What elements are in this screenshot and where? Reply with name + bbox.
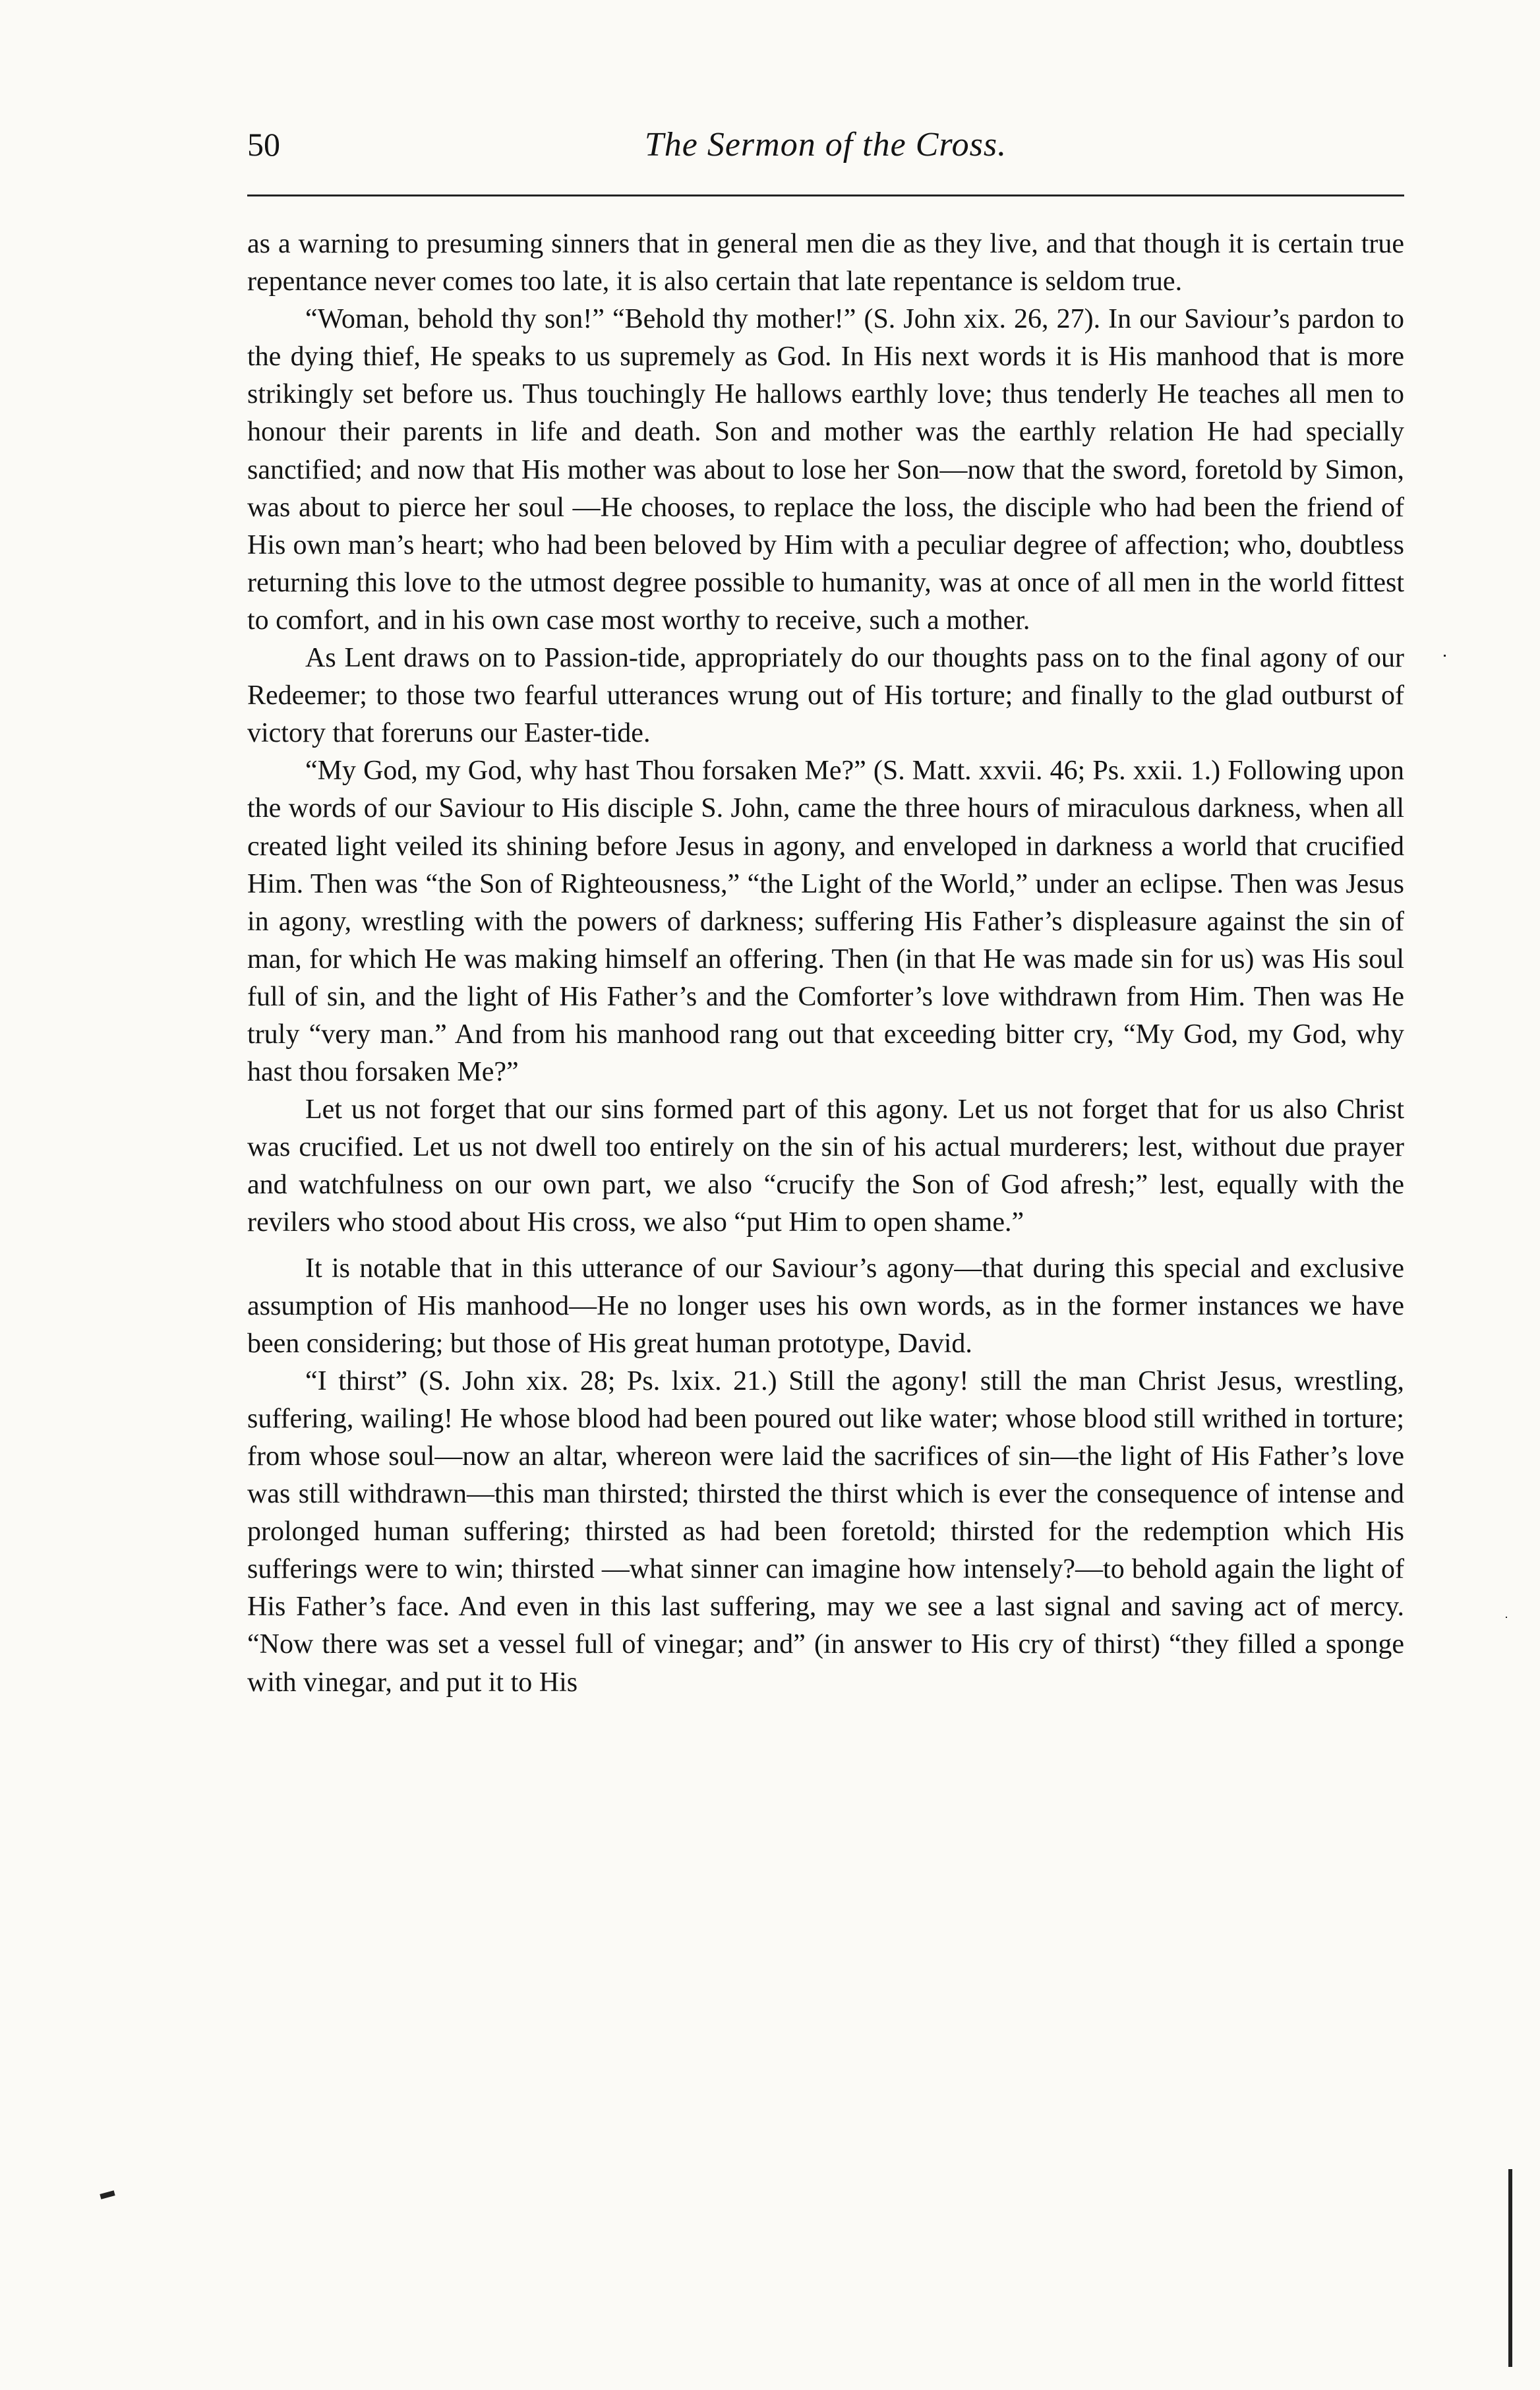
paragraph: “Woman, behold thy son!” “Behold thy mother!” (S. John xix. 26, 27). In our Saviour’s pardon to the dying thief, He speaks to us supremely as God. In His next words it is His manhood that is more strikingly set before us. Thus touchingly He hallows earthly love; thus tenderly He teaches all men to honour their parents in life and death. Son and mother was the earthly relation He had specially sanctified; and now that His mother was about to lose her Son—now that the sword, foretold by Simon, was about to pierce her soul —He chooses, to replace the loss, the disciple who had been the friend of His own man’s heart; who had been beloved by Him with a peculiar degree of affection; who, doubtless returning this love to the utmost degree possible to humanity, was at once of all men in the world fittest to comfort, and in his own case most worthy to receive, such a mother. <box>247 304 1404 636</box>
page-number: 50 <box>247 126 280 163</box>
paragraph: as a warning to presuming sinners that in general men die as they live, and that though it is certain true repentance never comes too late, it is also certain that late repentance is seldom true. <box>247 229 1404 297</box>
paragraph: It is notable that in this utterance of our Saviour’s agony—that during this special and exclusive assumption of His manhood—He no longer uses his own words, as in the former instances we have been considering; but those of His great human prototype, David. <box>247 1253 1404 1359</box>
paragraph: Let us not forget that our sins formed part of this agony. Let us not forget that for us also Christ was crucified. Let us not dwell too entirely on the sin of his actual murderers; lest, without due prayer and watchfulness on our own part, we also “crucify the Son of God afresh;” lest, equally with the revilers who stood about His cross, we also “put Him to open shame.” <box>247 1094 1404 1238</box>
page-header <box>247 125 1404 175</box>
header-rule <box>247 194 1404 196</box>
running-title: The Sermon of the Cross. <box>644 126 1007 164</box>
ink-mark <box>1508 2169 1512 2367</box>
paragraph: “My God, my God, why hast Thou forsaken Me?” (S. Matt. xxvii. 46; Ps. xxii. 1.) Following upon the words of our Saviour to His disciple S. John, came the three hours of miraculous darkness, when all created light veiled its shining before Jesus in agony, and enveloped in darkness a world that crucified Him. Then was “the Son of Righteousness,” “the Light of the World,” under an eclipse. Then was Jesus in agony, wrestling with the powers of darkness; suffering His Father’s displeasure against the sin of man, for which He was making himself an offering. Then (in that He was made sin for us) was His soul full of sin, and the light of His Father’s and the Comforter’s love withdrawn from Him. Then was He truly “very man.” And from his manhood rang out that exceeding bitter cry, “My God, my God, why hast thou forsaken Me?” <box>247 756 1404 1088</box>
body-text <box>247 225 1404 1702</box>
ink-mark <box>100 2190 115 2199</box>
paragraph: “I thirst” (S. John xix. 28; Ps. lxix. 21.) Still the agony! still the man Christ Jesus, wrestling, suffering, wailing! He whose blood had been poured out like water; whose blood still writhed in torture; from whose soul—now an altar, whereon were laid the sacrifices of sin—the light of His Father’s love was still withdrawn—this man thirsted; thirsted the thirst which is ever the consequence of intense and prolonged human suffering; thirsted as had been foretold; thirsted for the redemption which His sufferings were to win; thirsted —what sinner can imagine how intensely?—to behold again the light of His Father’s face. And even in this last suffering, may we see a last signal and saving act of mercy. “Now there was set a vessel full of vinegar; and” (in answer to His cry of thirst) “they filled a sponge with vinegar, and put it to His <box>247 1365 1404 1698</box>
ink-mark <box>1444 655 1446 657</box>
ink-mark <box>1506 1617 1507 1618</box>
paragraph: As Lent draws on to Passion-tide, appropriately do our thoughts pass on to the final agony of our Redeemer; to those two fearful utterances wrung out of His torture; and finally to the glad outburst of victory that foreruns our Easter-tide. <box>247 643 1404 749</box>
